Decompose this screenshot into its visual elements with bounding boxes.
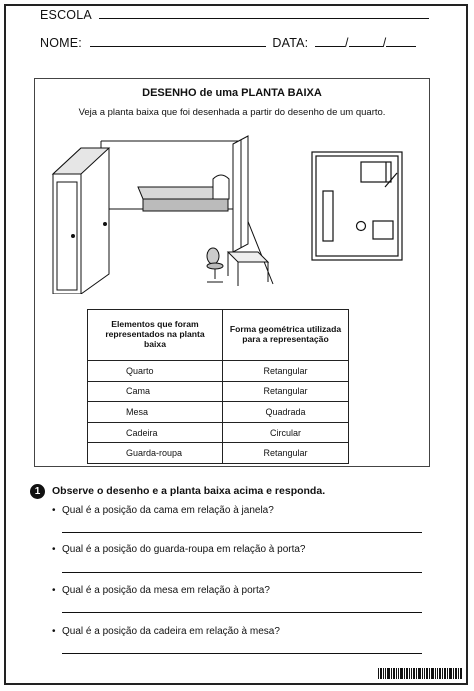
question-text: Qual é a posição do guarda-roupa em relação à porta?	[62, 544, 306, 555]
name-date-line	[40, 36, 416, 50]
school-label: ESCOLA	[40, 8, 92, 22]
bullet-icon: •	[52, 544, 56, 555]
date-label: DATA:	[272, 36, 309, 50]
table-row	[88, 402, 349, 423]
table-cell: Cama	[88, 381, 223, 402]
table-header-row	[88, 310, 349, 361]
date-year-field[interactable]	[386, 46, 416, 47]
exercise-title: Observe o desenho e a planta baixa acima e responda.	[52, 485, 326, 497]
question-item	[52, 505, 274, 516]
elements-table	[87, 309, 349, 464]
question-item	[52, 626, 280, 637]
table-cell: Retangular	[222, 361, 348, 382]
question-item	[52, 544, 306, 555]
column-header: Elementos que foram representados na planta baixa	[88, 310, 223, 361]
name-field[interactable]	[90, 46, 266, 47]
table-row	[88, 443, 349, 464]
question-text: Qual é a posição da cama em relação à janela?	[62, 505, 274, 516]
date-separator: /	[345, 36, 349, 50]
table-cell: Mesa	[88, 402, 223, 423]
panel-title: DESENHO de uma PLANTA BAIXA	[142, 87, 322, 99]
bullet-icon: •	[52, 585, 56, 596]
floor-plan-drawing	[307, 147, 407, 267]
date-day-field[interactable]	[315, 46, 345, 47]
panel-subtitle: Veja a planta baixa que foi desenhada a partir do desenho de um quarto.	[78, 107, 386, 118]
table-row	[88, 361, 349, 382]
table-cell: Guarda-roupa	[88, 443, 223, 464]
table-row	[88, 381, 349, 402]
barcode-icon	[378, 668, 463, 679]
exercise-number: 1	[30, 484, 45, 499]
table-row	[88, 422, 349, 443]
bullet-icon: •	[52, 505, 56, 516]
answer-line[interactable]	[62, 532, 422, 533]
table-cell: Retangular	[222, 443, 348, 464]
bullet-icon: •	[52, 626, 56, 637]
column-header: Forma geométrica utilizada para a representação	[222, 310, 348, 361]
table-cell: Circular	[222, 422, 348, 443]
table-cell: Quarto	[88, 361, 223, 382]
date-month-field[interactable]	[349, 46, 383, 47]
date-separator: /	[382, 36, 387, 50]
school-field[interactable]	[99, 18, 429, 19]
question-item	[52, 585, 270, 596]
question-text: Qual é a posição da cadeira em relação à mesa?	[62, 626, 280, 637]
question-text: Qual é a posição da mesa em relação à porta?	[62, 585, 270, 596]
answer-line[interactable]	[62, 572, 422, 573]
table-cell: Cadeira	[88, 422, 223, 443]
answer-line[interactable]	[62, 653, 422, 654]
room-drawing	[43, 134, 283, 294]
table-cell: Quadrada	[222, 402, 348, 423]
table-cell: Retangular	[222, 381, 348, 402]
school-line	[40, 8, 429, 22]
name-label: NOME:	[40, 36, 82, 50]
answer-line[interactable]	[62, 612, 422, 613]
